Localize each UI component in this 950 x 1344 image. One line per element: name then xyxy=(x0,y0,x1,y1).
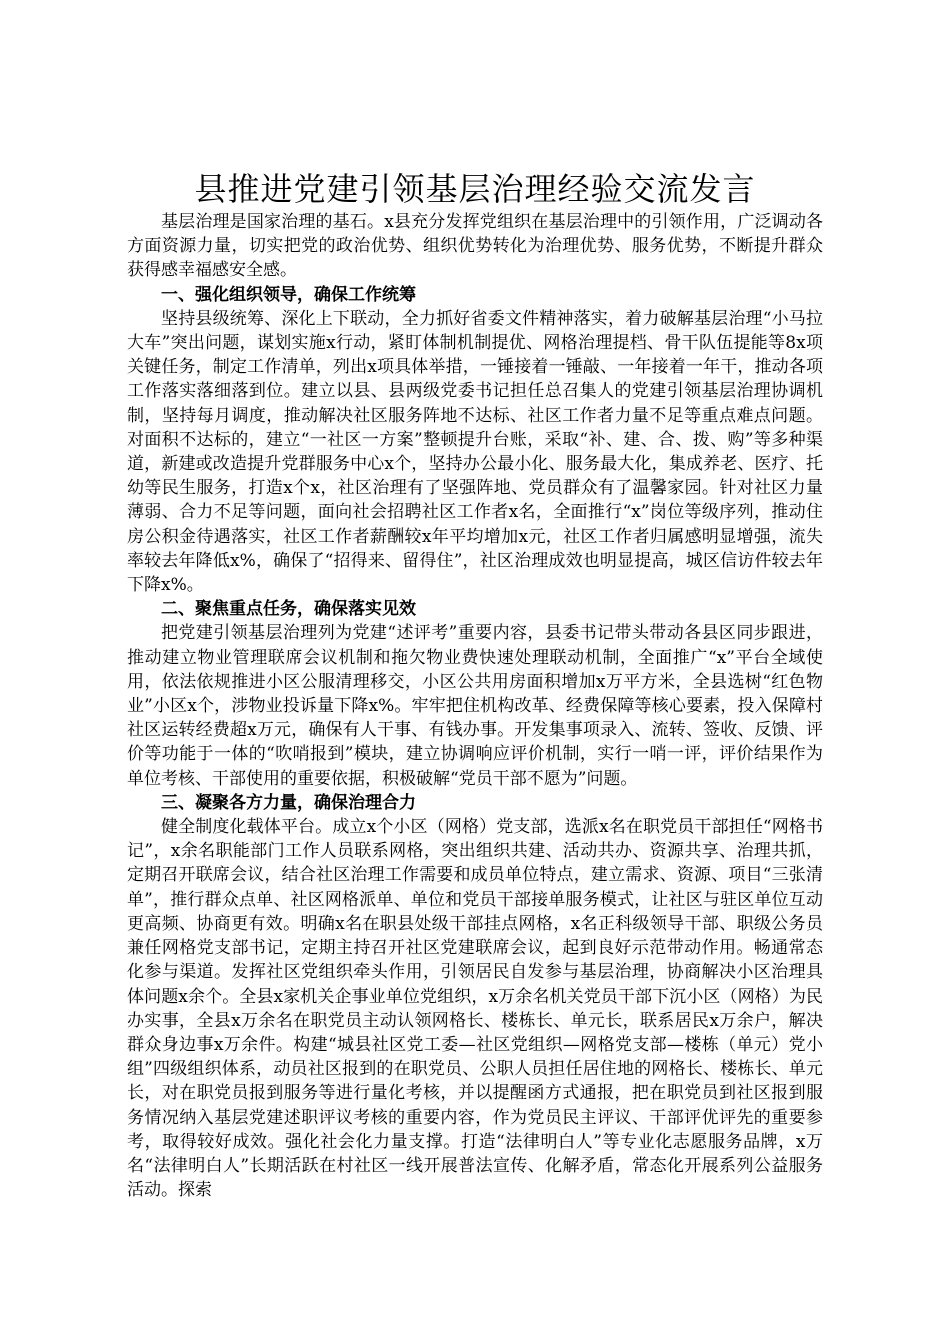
section-2-heading: 二、聚焦重点任务，确保落实见效 xyxy=(161,599,416,620)
section-1-body: 坚持县级统筹、深化上下联动，全力抓好省委文件精神落实，着力破解基层治理“小马拉大车”突出问题，谋划实施x行动，紧盯体制机制提优、网格治理提档、骨干队伍提能等8x项关键任务，制定工作清单，列出x项具体举措，一锤接着一锤敲、一年接着一年干，推动各项工作落实落细落到位。建立以县、县两级党委书记担任总召集人的党建引领基层治理协调机制，坚持每月调度，推动解决社区服务阵地不达标、社区工作者力量不足等重点难点问题。对面积不达标的，建立“一社区一方案”整顿提升台账，采取“补、建、合、拨、购”等多种渠道，新建或改造提升党群服务中心x个，坚持办公最小化、服务最大化，集成养老、医疗、托幼等民生服务，打造x个x，社区治理有了坚强阵地、党员群众有了温馨家园。针对社区力量薄弱、合力不足等问题，面向社会招聘社区工作者x名，全面推行“x”岗位等级序列，推动住房公积金待遇落实，社区工作者薪酬较x年平均增加x元，社区工作者归属感明显增强，流失率较去年降低x%，确保了“招得来、留得住”，社区治理成效也明显提高，城区信访件较去年下降x%。 xyxy=(127,308,823,596)
section-1-heading: 一、强化组织领导，确保工作统筹 xyxy=(161,284,416,305)
document-page xyxy=(127,168,823,1202)
section-3-heading: 三、凝聚各方力量，确保治理合力 xyxy=(161,792,416,813)
intro-paragraph: 基层治理是国家治理的基石。x县充分发挥党组织在基层治理中的引领作用，广泛调动各方面资源力量，切实把党的政治优势、组织优势转化为治理优势、服务优势，不断提升群众获得感幸福感安全感。 xyxy=(127,212,823,281)
section-2-body: 把党建引领基层治理列为党建“述评考”重要内容，县委书记带头带动各县区同步跟进，推动建立物业管理联席会议机制和拖欠物业费快速处理联动机制，全面推广“x”平台全域使用，依法依规推进小区公服清理移交，小区公共用房面积增加x万平方米，全县选树“红色物业”小区x个，涉物业投诉量下降x%。牢牢把住机构改革、经费保障等核心要素，投入保障村社区运转经费超x万元，确保有人干事、有钱办事。开发集事项录入、流转、签收、反馈、评价等功能于一体的“吹哨报到”模块，建立协调响应评价机制，实行一哨一评，评价结果作为单位考核、干部使用的重要依据，积极破解“党员干部不愿为”问题。 xyxy=(127,623,823,789)
section-3-body: 健全制度化载体平台。成立x个小区（网格）党支部，选派x名在职党员干部担任“网格书记”，x余名职能部门工作人员联系网格，突出组织共建、活动共办、资源共享、治理共抓，定期召开联席会议，结合社区治理工作需要和成员单位特点，建立需求、资源、项目“三张清单”，推行群众点单、社区网格派单、单位和党员干部接单服务模式，让社区与驻区单位互动更高频、协商更有效。明确x名在职县处级干部挂点网格，x名正科级领导干部、职级公务员兼任网格党支部书记，定期主持召开社区党建联席会议，起到良好示范带动作用。畅通常态化参与渠道。发挥社区党组织牵头作用，引领居民自发参与基层治理，协商解决小区治理具体问题x余个。全县x家机关企事业单位党组织，x万余名机关党员干部下沉小区（网格）为民办实事，全县x万余名在职党员主动认领网格长、楼栋长、单元长，联系居民x万余户，解决群众身边事x万余件。构建“城县社区党工委—社区党组织—网格党支部—楼栋（单元）党小组”四级组织体系，动员社区报到的在职党员、公职人员担任居住地的网格长、楼栋长、单元长，对在职党员报到服务等进行量化考核，并以提醒函方式通报，把在职党员到社区报到服务情况纳入基层党建述职评议考核的重要内容，作为党员民主评议、干部评优评先的重要参考，取得较好成效。强化社会化力量支撑。打造“法律明白人”等专业化志愿服务品牌，x万名“法律明白人”长期活跃在村社区一线开展普法宣传、化解矛盾，常态化开展系列公益服务活动。探索 xyxy=(127,817,823,1201)
document-title: 县推进党建引领基层治理经验交流发言 xyxy=(194,170,756,208)
